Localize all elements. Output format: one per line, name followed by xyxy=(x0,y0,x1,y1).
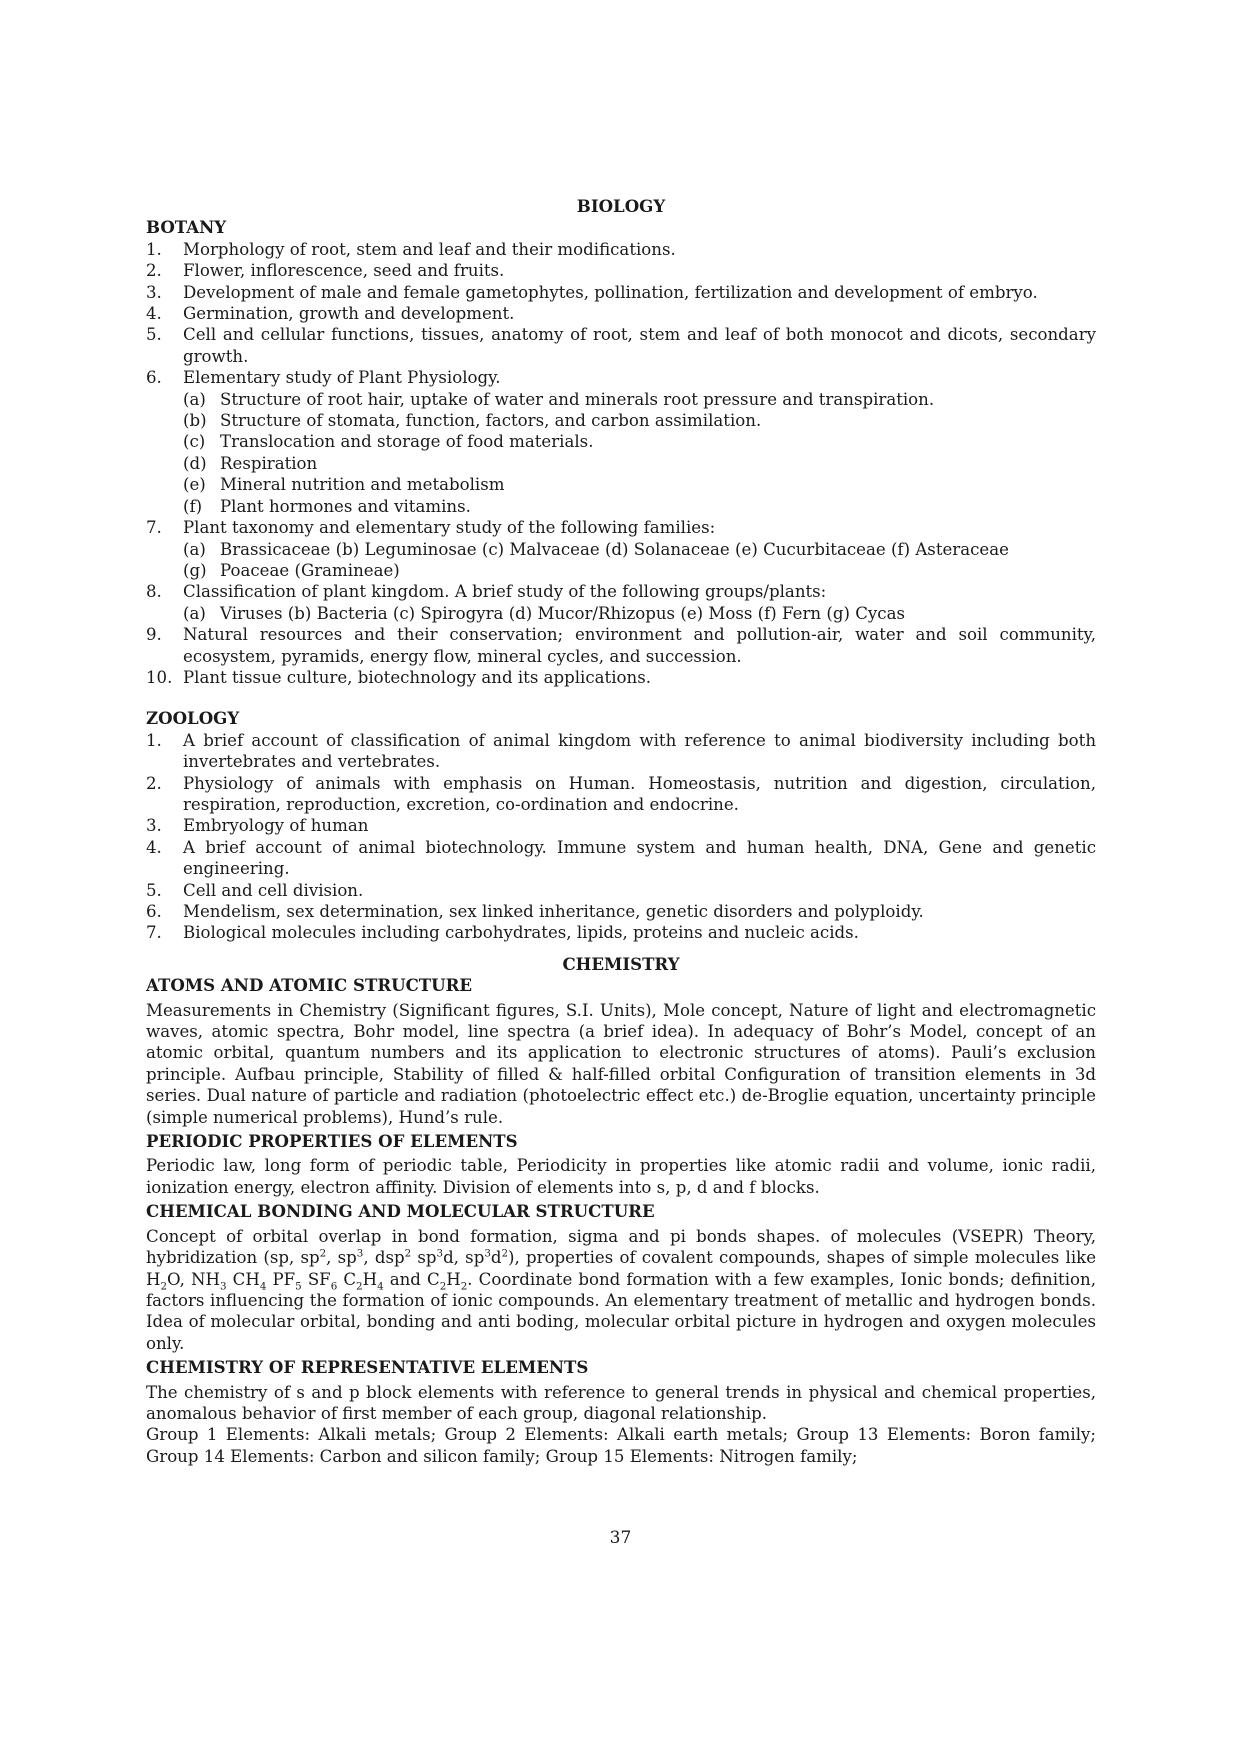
item-number: 2. xyxy=(146,773,162,793)
list-item xyxy=(146,303,1096,324)
text-run: , dsp xyxy=(363,1248,405,1268)
text-run: . Coordinate bond formation with a few examples, Ionic bonds; definition, factors influencing the formation of ionic compounds. An elementary treatment of metallic and hydrogen bonds. Idea of molecular orbital, bonding and anti boding, molecular orbital picture in hydrogen and oxygen molecules only. xyxy=(146,1269,1096,1353)
item-text: Development of male and female gametophytes, pollination, fertilization and development of embryo. xyxy=(183,282,1038,302)
text-run: C xyxy=(337,1269,357,1289)
sub-label: (e) xyxy=(183,475,206,495)
list-item xyxy=(146,730,1096,773)
superscript: 3 xyxy=(436,1247,444,1260)
list-item xyxy=(146,260,1096,281)
list-item xyxy=(146,901,1096,922)
text-run: PF xyxy=(266,1269,296,1289)
subscript: 4 xyxy=(377,1279,384,1292)
sub-label: (f) xyxy=(183,496,203,516)
section-heading-periodic: PERIODIC PROPERTIES OF ELEMENTS xyxy=(146,1131,518,1152)
sub-text: Plant hormones and vitamins. xyxy=(220,496,471,516)
subscript: 2 xyxy=(439,1279,447,1292)
item-number: 4. xyxy=(146,304,162,324)
sub-item xyxy=(183,453,1096,474)
sub-text: Structure of root hair, uptake of water and minerals root pressure and transpiration. xyxy=(220,389,935,409)
list-item xyxy=(146,815,1096,836)
sub-label: (d) xyxy=(183,453,207,473)
sub-label: (a) xyxy=(183,603,206,623)
chemistry-title: CHEMISTRY xyxy=(562,953,680,974)
sub-text: Translocation and storage of food materials. xyxy=(220,432,594,452)
item-text: Natural resources and their conservation; environment and pollution-air, water and soil community, ecosystem, pyramids, energy flow, mineral cycles, and succession. xyxy=(183,625,1096,666)
section-heading-bonding: CHEMICAL BONDING AND MOLECULAR STRUCTURE xyxy=(146,1201,655,1222)
item-number: 1. xyxy=(146,730,162,750)
sub-label: (b) xyxy=(183,411,207,431)
item-number: 3. xyxy=(146,816,162,836)
sub-label: (a) xyxy=(183,389,206,409)
section-paragraph: Periodic law, long form of periodic table, Periodicity in properties like atomic radii and volume, ionic radii, ionization energy, electron affinity. Division of elements into s, p, d and f blocks. xyxy=(146,1156,1096,1197)
item-number: 8. xyxy=(146,582,162,602)
zoology-heading: ZOOLOGY xyxy=(146,708,240,729)
superscript: 3 xyxy=(484,1247,491,1260)
text-run: H xyxy=(362,1269,378,1289)
item-number: 7. xyxy=(146,518,162,538)
superscript: 3 xyxy=(356,1247,364,1260)
text-run: and C xyxy=(383,1269,440,1289)
item-number: 6. xyxy=(146,368,162,388)
list-item xyxy=(146,517,1096,581)
spacer xyxy=(146,944,1096,954)
subscript: 2 xyxy=(160,1279,168,1292)
superscript: 2 xyxy=(404,1247,412,1260)
item-text: Plant tissue culture, biotechnology and its applications. xyxy=(183,667,651,687)
text-run: ), properties of covalent compounds, shapes of simple molecules like H xyxy=(146,1248,1097,1289)
list-item xyxy=(146,667,1096,688)
subscript: 6 xyxy=(330,1279,338,1292)
item-text: Embryology of human xyxy=(183,816,369,836)
item-text: Biological molecules including carbohydrates, lipids, proteins and nucleic acids. xyxy=(183,923,859,943)
biology-title: BIOLOGY xyxy=(576,196,666,216)
list-item xyxy=(146,773,1096,816)
text-run: Concept of orbital overlap in bond formation, sigma and pi bonds shapes. of molecules (VSEPR) Theory, hybridization (sp, sp xyxy=(146,1226,1096,1268)
sub-list xyxy=(183,603,1096,624)
sub-text: Mineral nutrition and metabolism xyxy=(220,475,505,495)
subscript: 4 xyxy=(259,1279,267,1292)
page-number: 37 xyxy=(609,1528,632,1548)
item-text: Classification of plant kingdom. A brief study of the following groups/plants: xyxy=(183,582,827,602)
item-number: 2. xyxy=(146,261,162,281)
section-heading-representative: CHEMISTRY OF REPRESENTATIVE ELEMENTS xyxy=(146,1357,589,1378)
item-text: Flower, inflorescence, seed and fruits. xyxy=(183,261,505,281)
list-item xyxy=(146,922,1096,943)
section-paragraph: Group 1 Elements: Alkali metals; Group 2 Elements: Alkali earth metals; Group 13 Elements: Boron family; Group 14 Elements: Carbon and silicon family; Group 15 Elements: Nitrogen family; xyxy=(146,1425,1096,1466)
sub-list xyxy=(183,389,1096,517)
sub-item xyxy=(183,410,1096,431)
sub-item xyxy=(183,560,1096,581)
item-number: 5. xyxy=(146,325,162,345)
sub-item xyxy=(183,603,1096,624)
item-number: 3. xyxy=(146,282,162,302)
item-number: 1. xyxy=(146,239,162,259)
list-item xyxy=(146,624,1096,667)
sub-text: Respiration xyxy=(220,453,318,473)
subscript: 5 xyxy=(295,1279,302,1292)
item-text: Elementary study of Plant Physiology. xyxy=(183,368,501,388)
list-item xyxy=(146,837,1096,880)
item-number: 10. xyxy=(146,667,173,687)
text-run: O, NH xyxy=(167,1269,221,1289)
section-paragraph-bonding xyxy=(146,1226,1096,1354)
item-number: 7. xyxy=(146,923,162,943)
item-text: A brief account of classification of animal kingdom with reference to animal biodiversity including both invertebrates and vertebrates. xyxy=(183,730,1096,772)
item-number: 9. xyxy=(146,625,162,645)
item-text: Cell and cellular functions, tissues, anatomy of root, stem and leaf of both monocot and dicots, secondary growth. xyxy=(183,325,1096,366)
text-run: CH xyxy=(226,1269,260,1289)
item-text: Cell and cell division. xyxy=(183,880,364,900)
sub-item xyxy=(183,496,1096,517)
list-item xyxy=(146,324,1096,367)
list-item xyxy=(146,367,1096,517)
sub-list xyxy=(183,539,1096,582)
sub-text: Poaceae (Gramineae) xyxy=(220,560,400,580)
text-run: , sp xyxy=(326,1248,357,1268)
sub-item xyxy=(183,431,1096,452)
list-item xyxy=(146,581,1096,624)
item-text: Germination, growth and development. xyxy=(183,304,515,324)
botany-list xyxy=(146,239,1096,689)
sub-text: Viruses (b) Bacteria (c) Spirogyra (d) Mucor/Rhizopus (e) Moss (f) Fern (g) Cycas xyxy=(220,603,905,623)
sub-label: (c) xyxy=(183,432,206,452)
subscript: 3 xyxy=(220,1279,227,1292)
text-run: sp xyxy=(411,1248,437,1268)
item-number: 6. xyxy=(146,902,162,921)
spacer xyxy=(146,688,1096,708)
sub-item xyxy=(183,389,1096,410)
text-run: d xyxy=(490,1248,502,1268)
item-number: 4. xyxy=(146,837,162,857)
botany-heading: BOTANY xyxy=(146,217,227,238)
superscript: 2 xyxy=(319,1247,327,1260)
sub-label: (a) xyxy=(183,539,206,559)
text-run: d, sp xyxy=(443,1248,485,1268)
subscript: 2 xyxy=(460,1279,468,1292)
item-text: Plant taxonomy and elementary study of the following families: xyxy=(183,518,716,538)
item-text: Mendelism, sex determination, sex linked inheritance, genetic disorders and polyploidy. xyxy=(183,902,924,921)
item-text: Morphology of root, stem and leaf and their modifications. xyxy=(183,239,676,259)
sub-item xyxy=(183,539,1096,560)
list-item xyxy=(146,239,1096,260)
section-paragraph: The chemistry of s and p block elements with reference to general trends in physical and chemical properties, anomalous behavior of first member of each group, diagonal relationship. xyxy=(146,1382,1096,1423)
text-run: H xyxy=(446,1269,461,1289)
zoology-list xyxy=(146,730,1096,944)
subscript: 2 xyxy=(356,1279,363,1292)
sub-label: (g) xyxy=(183,560,207,580)
section-heading-atoms: ATOMS AND ATOMIC STRUCTURE xyxy=(146,975,473,996)
item-number: 5. xyxy=(146,880,162,900)
sub-text: Brassicaceae (b) Leguminosae (c) Malvaceae (d) Solanaceae (e) Cucurbitaceae (f) Asteraceae xyxy=(220,539,1009,559)
list-item xyxy=(146,880,1096,901)
text-run: SF xyxy=(301,1269,331,1289)
list-item xyxy=(146,282,1096,303)
superscript: 2 xyxy=(501,1247,509,1260)
section-paragraph: Measurements in Chemistry (Significant figures, S.I. Units), Mole concept, Nature of light and electromagnetic waves, atomic spectra, Bohr model, line spectra (a brief idea). In adequacy of Bohr’s Model, concept of an atomic orbital, quantum numbers and its application to electronic structures of atoms). Pauli’s exclusion principle. Aufbau principle, Stability of filled & half-filled orbital Configuration of transition elements in 3d series. Dual nature of particle and radiation (photoelectric effect etc.) de-Broglie equation, uncertainty principle (simple numerical problems), Hund’s rule. xyxy=(146,1000,1096,1127)
sub-item xyxy=(183,474,1096,495)
syllabus-page xyxy=(146,196,1096,1470)
sub-text: Structure of stomata, function, factors, and carbon assimilation. xyxy=(220,411,762,431)
item-text: Physiology of animals with emphasis on Human. Homeostasis, nutrition and digestion, circulation, respiration, reproduction, excretion, co-ordination and endocrine. xyxy=(183,773,1096,814)
item-text: A brief account of animal biotechnology. Immune system and human health, DNA, Gene and genetic engineering. xyxy=(183,837,1096,879)
